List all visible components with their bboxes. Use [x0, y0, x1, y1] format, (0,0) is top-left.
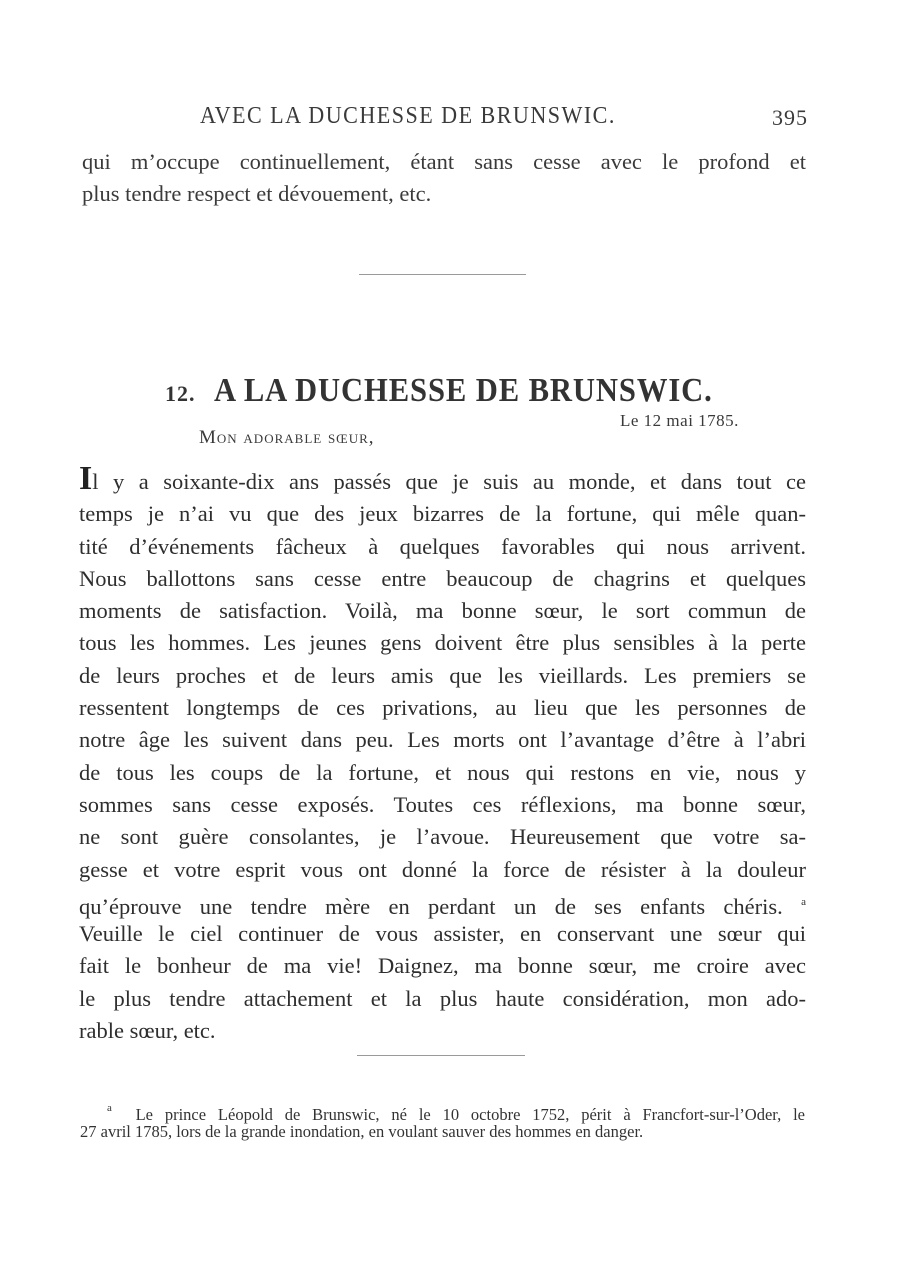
text-line: ne sont guère consolantes, je l’avoue. Heureusement que votre sa-	[79, 824, 806, 850]
running-title: AVEC LA DUCHESSE DE BRUNSWIC.	[200, 103, 616, 129]
text-line: temps je n’ai vu que des jeux bizarres de la fortune, qui mêle quan-	[79, 501, 806, 527]
text-line: Veuille le ciel continuer de vous assister, en conservant une sœur qui	[79, 921, 806, 947]
text-line: Nous ballottons sans cesse entre beaucoup de chagrins et quelques	[79, 565, 806, 591]
footnote-line	[80, 1096, 805, 1124]
letter-date: Le 12 mai 1785.	[620, 411, 739, 430]
text-line: sommes sans cesse exposés. Toutes ces réflexions, ma bonne sœur,	[79, 791, 806, 817]
section-divider	[359, 274, 526, 275]
letter-heading	[165, 372, 735, 410]
text-line: le plus tendre attachement et la plus haute considération, mon ado-	[79, 985, 806, 1011]
page-number: 395	[772, 105, 808, 130]
footnote-line: 27 avril 1785, lors de la grande inondation, en voulant sauver des hommes en danger.	[80, 1122, 644, 1141]
letter-title: A LA DUCHESSE DE BRUNSWIC.	[213, 371, 713, 409]
text-line	[79, 886, 806, 918]
drop-initial: I	[79, 460, 93, 497]
text-line: qui m’occupe continuellement, étant sans cesse avec le profond et	[82, 149, 806, 174]
text-line: de tous les coups de la fortune, et nous qui restons en vie, nous y	[79, 759, 806, 785]
text-line: plus tendre respect et dévouement, etc.	[82, 181, 432, 206]
text-line: ressentent longtemps de ces privations, au lieu que les personnes de	[79, 695, 806, 721]
letter-body	[79, 460, 807, 1047]
text-line: gesse et votre esprit vous ont donné la force de résister à la douleur	[79, 856, 806, 882]
line-text: qu’éprouve une tendre mère en perdant un de ses enfants chéris.	[79, 893, 783, 919]
previous-letter-ending	[82, 146, 806, 210]
text-line: notre âge les suivent dans peu. Les morts ont l’avantage d’être à l’abri	[79, 727, 806, 753]
footnote	[80, 1096, 805, 1144]
text-line	[79, 460, 806, 498]
letter-number: 12.	[165, 380, 196, 406]
footnote-reference[interactable]: a	[801, 895, 807, 908]
running-head	[200, 103, 808, 133]
text-line: rable sœur, etc.	[79, 1018, 216, 1044]
text-line: fait le bonheur de ma vie! Daignez, ma bonne sœur, me croire avec	[79, 953, 806, 979]
salutation: Mon adorable sœur,	[199, 427, 375, 448]
text-line: moments de satisfaction. Voilà, ma bonne sœur, le sort commun de	[79, 598, 806, 624]
footnote-divider	[357, 1055, 525, 1056]
text-line: de leurs proches et de leurs amis que les vieillards. Les premiers se	[79, 662, 806, 688]
footnote-text: Le prince Léopold de Brunswic, né le 10 octobre 1752, périt à Francfort-sur-l’Oder, le	[135, 1105, 805, 1124]
first-line-text: l y a soixante-dix ans passés que je suis au monde, et dans tout ce	[92, 469, 806, 494]
text-line: tous les hommes. Les jeunes gens doivent être plus sensibles à la perte	[79, 630, 806, 656]
footnote-marker: a	[107, 1102, 112, 1114]
text-line: tité d’événements fâcheux à quelques favorables qui nous arrivent.	[79, 533, 806, 559]
